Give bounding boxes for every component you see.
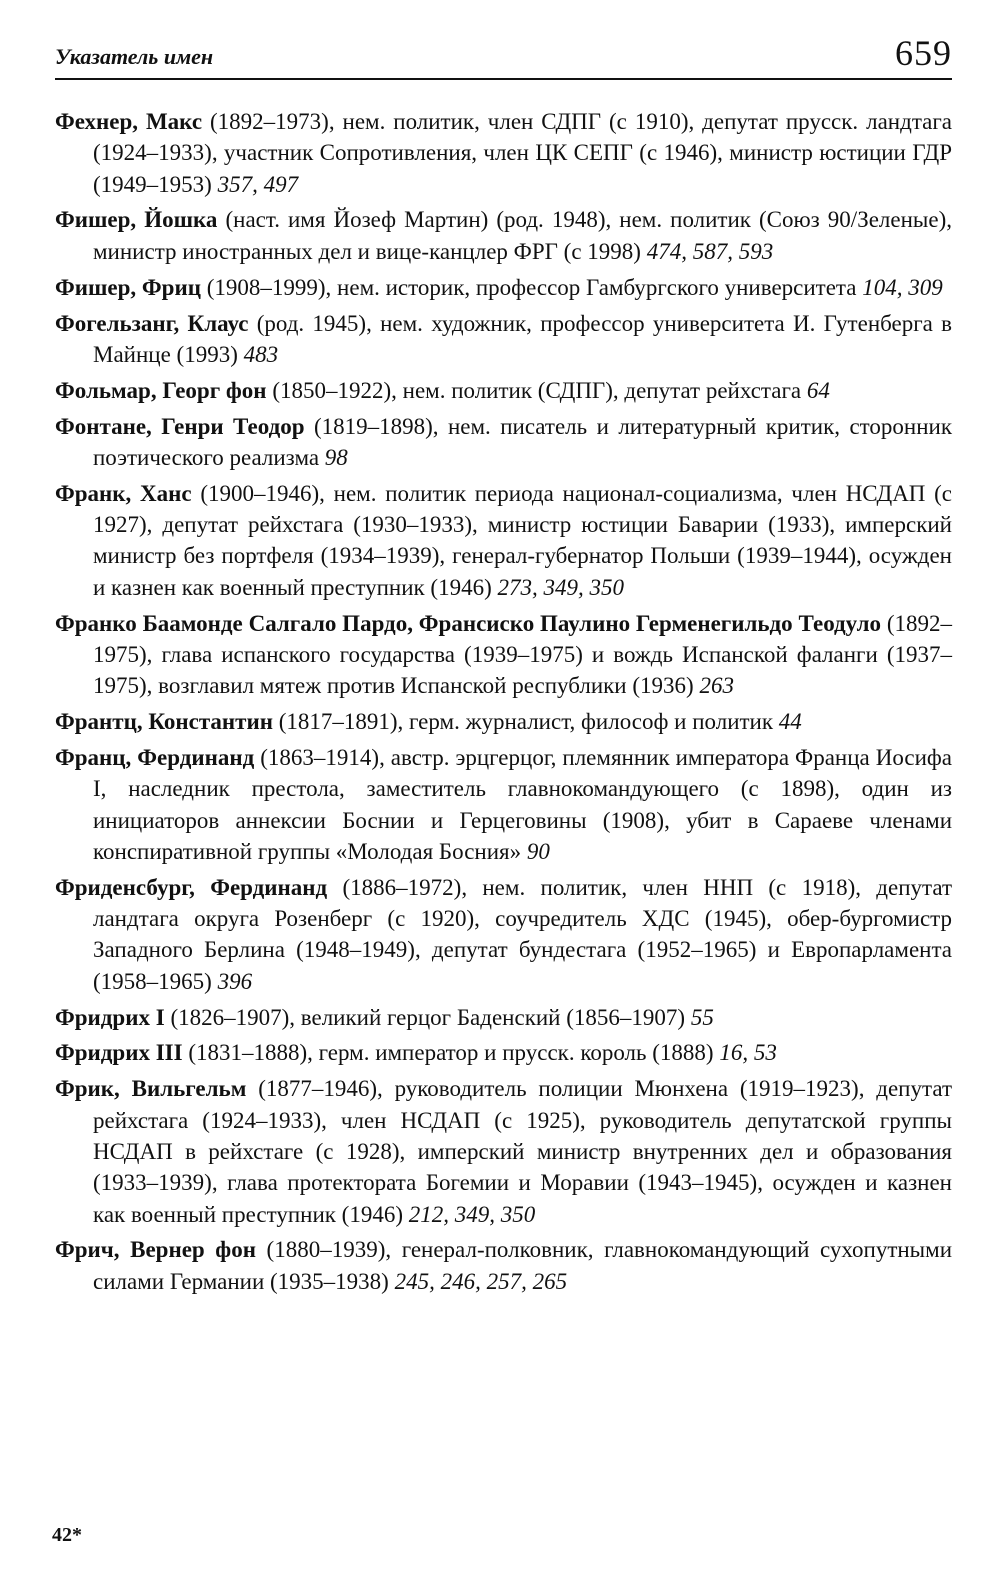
entry-pages: 104, 309 [862,274,943,300]
entry-name: Франк, Ханс [55,480,192,506]
index-entry [55,1234,952,1297]
index-entry [55,106,952,200]
entry-pages: 44 [778,709,802,735]
entry-name: Фрик, Вильгельм [55,1076,247,1102]
entry-pages: 16, 53 [719,1040,777,1066]
entry-pages: 212, 349, 350 [408,1201,536,1227]
index-entry [55,375,952,406]
running-title: Указатель имен [55,44,214,69]
index-entry [55,272,952,303]
entry-text: (1892–1973), нем. политик, член СДПГ (с 1910), депутат прусск. ландтага (1924–1933), участник Сопротивления, член ЦК СЕПГ (с 1946), министр юстиции ГДР (1949–1953) [93,109,953,197]
entry-name: Фогельзанг, Клаус [55,310,249,336]
entry-name: Фридрих III [55,1040,183,1066]
signature-mark: 42* [52,1524,82,1546]
entry-text: (1826–1907), великий герцог Баденский (1856–1907) [170,1004,686,1030]
index-entry [55,204,952,267]
entry-pages: 263 [699,673,734,699]
entry-pages: 474, 587, 593 [646,238,774,264]
entry-text: (1850–1922), нем. политик (СДПГ), депутат рейхстага [272,377,802,403]
entry-pages: 483 [243,341,279,367]
index-entry [55,1037,952,1068]
entry-name: Фриденсбург, Фердинанд [55,874,328,900]
entry-pages: 90 [526,838,550,864]
entry-pages: 357, 497 [217,171,299,197]
entry-text: (наст. имя Йозеф Мартин) (род. 1948), нем. политик (Союз 90/Зеленые), министр иностранных дел и вице-канцлер ФРГ (с 1998) [93,207,952,264]
entry-name: Фольмар, Георг фон [55,377,267,403]
index-entry [55,706,952,737]
name-index [55,106,952,1302]
entry-name: Фишер, Йошка [55,207,218,233]
entry-text: (род. 1945), нем. художник, профессор университета И. Гутенберга в Майнце (1993) [93,310,952,367]
index-entry [55,308,952,371]
entry-text: (1886–1972), нем. политик, член ННП (с 1918), депутат ландтага округа Розенберг (с 1920), соучредитель ХДС (1945), обер-бургомистр Западного Берлина (1948–1949), депутат бундестага (1952–1965) и Европарламента (1958–1965) [93,874,953,994]
entry-text: (1900–1946), нем. политик периода национал-социализма, член НСДАП (с 1927), депутат рейхстага (1930–1933), министр юстиции Баварии (1933), имперский министр без портфеля (1934–1939), генерал-губернатор Польши (1939–1944), осужден и казнен как военный преступник (1946) [93,480,953,600]
entry-pages: 55 [690,1004,714,1030]
entry-pages: 245, 246, 257, 265 [394,1268,568,1294]
entry-name: Фридрих I [55,1004,165,1030]
entry-text: (1817–1891), герм. журналист, философ и политик [278,709,774,735]
page-number: 659 [895,33,952,73]
entry-text: (1831–1888), герм. император и прусск. король (1888) [188,1040,714,1066]
entry-name: Фрич, Вернер фон [55,1237,256,1263]
index-entry [55,872,952,997]
entry-name: Франтц, Константин [55,709,273,735]
entry-text: (1908–1999), нем. историк, профессор Гамбургского университета [206,274,857,300]
index-entry [55,1002,952,1033]
index-entry [55,411,952,474]
entry-name: Фехнер, Макс [55,109,203,134]
entry-name: Фонтане, Генри Теодор [55,413,305,439]
entry-name: Франко Баамонде Салгало Пардо, Франсиско Паулино Герменегильдо Теодуло [55,610,881,636]
entry-text: (1877–1946), руководитель полиции Мюнхена (1919–1923), депутат рейхстага (1924–1933), член НСДАП (с 1925), руководитель депутатской группы НСДАП в рейхстаге (с 1928), имперский министр внутренних дел и образования (1933–1939), глава протектората Богемии и Моравии (1943–1945), осужден и казнен как военный преступник (1946) [93,1076,952,1227]
entry-name: Франц, Фердинанд [55,744,255,770]
page-header [55,28,952,80]
entry-pages: 273, 349, 350 [497,574,624,600]
index-entry [55,1073,952,1229]
entry-pages: 396 [217,968,253,994]
entry-text: (1819–1898), нем. писатель и литературный критик, сторонник поэтического реализма [93,413,952,470]
entry-pages: 98 [324,444,348,470]
entry-name: Фишер, Фриц [55,274,201,300]
entry-pages: 64 [806,377,830,403]
index-entry [55,608,952,702]
index-entry [55,478,952,603]
entry-text: (1863–1914), австр. эрцгерцог, племянник императора Франца Иосифа I, наследник престола, заместитель главнокомандующего (с 1898), один из инициаторов аннексии Боснии и Герцеговины (1908), убит в Сараеве членами конспиративной группы «Молодая Босния» [93,744,953,864]
index-entry [55,742,952,867]
entry-text: (1880–1939), генерал-полковник, главнокомандующий сухопутными силами Германии (1935–1938) [93,1237,952,1294]
entry-text: (1892–1975), глава испанского государства (1939–1975) и вождь Испанской фаланги (1937–1975), возглавил мятеж против Испанской республики (1936) [93,610,953,699]
